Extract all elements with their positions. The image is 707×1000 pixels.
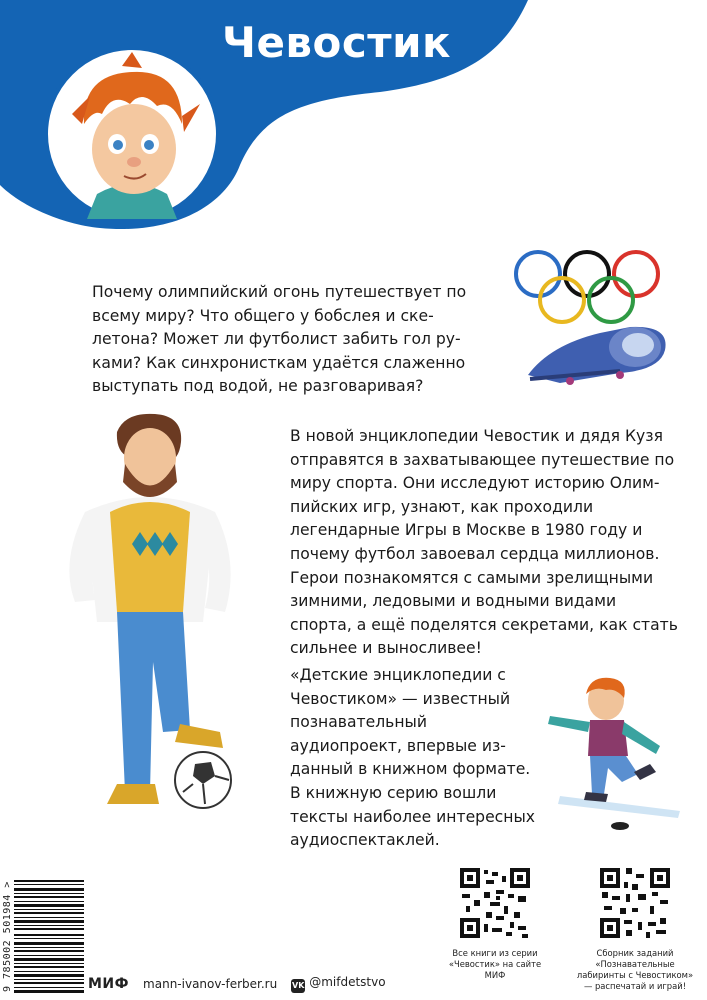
- bobsled-illustration: [520, 305, 680, 390]
- description-paragraph: В новой энциклопедии Чевостик и дядя Кузя отправятся в захватывающее путешествие по миру спорта. Они исследуют историю Олимпийских игр, узнают, как проходили легендарные Игры в Москве в 1980 году и почему футбол завоевал сердца миллионов. Герои познакомятся с самыми зрелищными зимними, ледовыми и водными видами спорта, а ещё поделятся секретами, как стать сильнее и выносливее!: [290, 427, 678, 658]
- footer: [88, 975, 386, 993]
- social-link[interactable]: [291, 975, 385, 993]
- publisher-logo: МИФ: [88, 976, 130, 992]
- social-handle: @mifdetstvo: [309, 975, 386, 989]
- page-title: Чевостик: [222, 18, 452, 67]
- series-paragraph: «Детские энциклопедии с Чевостиком» — известный познавательный аудиопроект, впервые изданный в книжном формате. В книжную серию вошли тексты наиболее интересных аудиоспектаклей.: [290, 666, 535, 850]
- qr-code-series[interactable]: [458, 866, 532, 940]
- ring-black: [565, 252, 609, 296]
- chevostik-portrait: [42, 44, 222, 224]
- ring-blue: [516, 252, 560, 296]
- intro-paragraph: Почему олимпийский огонь путешествует по всему миру? Что общего у бобслея и скелетона? Может ли футболист забить гол руками? Как синхронисткам удаётся слаженно выступать под водой, не разговаривая?: [92, 283, 467, 396]
- skating-boy-illustration: [540, 676, 690, 836]
- qr-code-labyrinths[interactable]: [598, 866, 672, 940]
- isbn-digits: 9 785002 501984 >: [2, 881, 13, 992]
- qr-caption-labyrinths: Сборник заданий «Познавательные лабиринты с Чевостиком» — распечатай и играй!: [576, 948, 694, 991]
- vk-icon: VK: [291, 979, 305, 993]
- qr-caption-series: Все книги из серии «Чевостик» на сайте МИФ: [448, 948, 542, 980]
- ring-red: [614, 252, 658, 296]
- isbn-barcode: [14, 880, 84, 994]
- uncle-kuzya-illustration: [55, 412, 245, 812]
- publisher-website[interactable]: mann-ivanov-ferber.ru: [143, 977, 278, 991]
